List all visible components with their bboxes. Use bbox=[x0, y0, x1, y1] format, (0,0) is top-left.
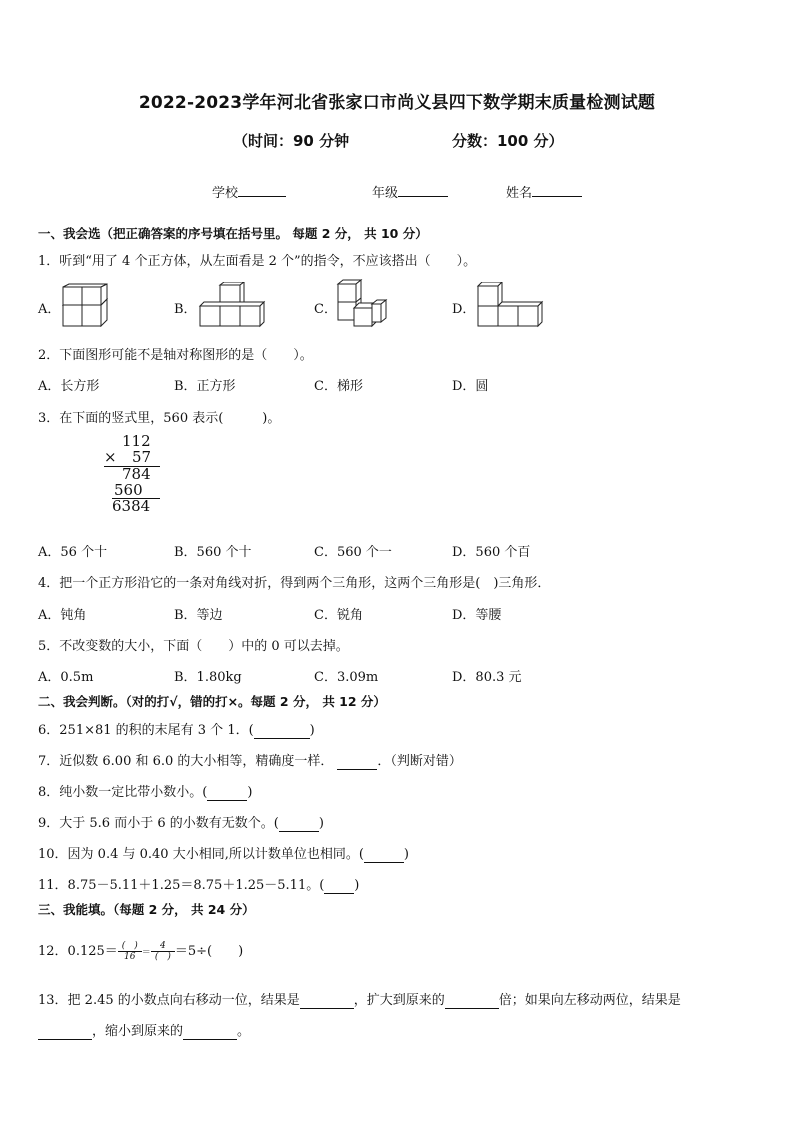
question-11: 11．8.75－5.11＋1.25＝8.75＋1.25－5.11。( ) bbox=[38, 878, 360, 893]
cube-figure-a bbox=[62, 283, 108, 327]
option-a[interactable]: A．56 个十 bbox=[38, 545, 108, 560]
partial-product-1: 784 bbox=[122, 465, 151, 483]
times-sign: × bbox=[104, 448, 117, 466]
answer-blank[interactable] bbox=[337, 754, 377, 770]
page-title: 2022-2023学年河北省张家口市尚义县四下数学期末质量检测试题 bbox=[138, 93, 656, 113]
question-13-line-1: 13．把 2.45 的小数点向右移动一位，结果是 ，扩大到原来的 倍；如果向左移动两位，结果是 bbox=[38, 993, 681, 1008]
option-b[interactable]: B． bbox=[174, 302, 197, 317]
question-8: 8．纯小数一定比带小数小。( ) bbox=[38, 785, 253, 800]
answer-blank[interactable] bbox=[445, 993, 499, 1009]
option-a[interactable]: A．长方形 bbox=[38, 379, 100, 394]
question-4: 4．把一个正方形沿它的一条对角线对折，得到两个三角形，这两个三角形是( )三角形． bbox=[38, 576, 551, 591]
question-9: 9．大于 5.6 而小于 6 的小数有无数个。( ) bbox=[38, 816, 324, 831]
option-c[interactable]: C．梯形 bbox=[314, 379, 363, 394]
question-5: 5．不改变数的大小，下面（ ）中的 0 可以去掉。 bbox=[38, 639, 349, 654]
option-c[interactable]: C．3.09m bbox=[314, 670, 379, 685]
answer-blank[interactable] bbox=[254, 723, 310, 739]
answer-blank[interactable] bbox=[300, 993, 354, 1009]
answer-blank[interactable] bbox=[207, 785, 247, 801]
option-b[interactable]: B．等边 bbox=[174, 608, 223, 623]
option-a[interactable]: A． bbox=[38, 302, 61, 317]
option-d[interactable]: D．560 个百 bbox=[452, 545, 531, 560]
cube-figure-b bbox=[198, 282, 266, 328]
option-d[interactable]: D．80.3 元 bbox=[452, 670, 522, 685]
name-field[interactable]: 姓名 bbox=[506, 182, 582, 201]
section-heading: 一、我会选（把正确答案的序号填在括号里。 每题 2 分， 共 10 分） bbox=[38, 226, 428, 241]
answer-blank[interactable] bbox=[364, 847, 404, 863]
cube-figure-d bbox=[476, 282, 544, 328]
score-label: 分数：100 分） bbox=[452, 132, 564, 150]
option-b[interactable]: B．正方形 bbox=[174, 379, 236, 394]
question-6: 6．251×81 的积的末尾有 3 个 1．( ) bbox=[38, 723, 315, 738]
answer-blank[interactable] bbox=[324, 878, 354, 894]
option-c[interactable]: C．锐角 bbox=[314, 608, 363, 623]
cube-figure-c bbox=[336, 279, 388, 329]
grade-field[interactable]: 年级 bbox=[372, 182, 448, 201]
question-7: 7．近似数 6.00 和 6.0 的大小相等，精确度一样． ．（判断对错） bbox=[38, 754, 462, 769]
question-10: 10．因为 0.4 与 0.40 大小相同,所以计数单位也相同。( ) bbox=[38, 847, 409, 862]
option-a[interactable]: A．钝角 bbox=[38, 608, 87, 623]
school-field[interactable]: 学校 bbox=[212, 182, 286, 201]
section-heading: 三、我能填。（每题 2 分， 共 24 分） bbox=[38, 902, 255, 917]
option-c[interactable]: C．560 个一 bbox=[314, 545, 392, 560]
partial-product-2: 560 bbox=[114, 481, 143, 499]
multiplier: 57 bbox=[132, 448, 152, 466]
question-13-line-2: ，缩小到原来的 。 bbox=[38, 1020, 250, 1040]
answer-blank[interactable] bbox=[279, 816, 319, 832]
question-3: 3．在下面的竖式里，560 表示( )。 bbox=[38, 411, 281, 426]
fraction-2[interactable]: $\frac{4}{( )}$ bbox=[151, 941, 175, 962]
product: 6384 bbox=[112, 497, 151, 515]
option-a[interactable]: A．0.5m bbox=[38, 670, 94, 685]
option-c[interactable]: C． bbox=[314, 302, 337, 317]
answer-blank[interactable] bbox=[38, 1024, 92, 1040]
option-d[interactable]: D． bbox=[452, 302, 476, 317]
option-b[interactable]: B．1.80kg bbox=[174, 670, 242, 685]
question-1: 1．听到“用了 4 个正方体，从左面看是 2 个”的指令，不应该搭出（ ）。 bbox=[38, 254, 477, 269]
question-2: 2．下面图形可能不是轴对称图形的是（ ）。 bbox=[38, 348, 313, 363]
option-d[interactable]: D．圆 bbox=[452, 379, 489, 394]
option-b[interactable]: B．560 个十 bbox=[174, 545, 252, 560]
fraction-1[interactable]: $\frac{( )}{16}$ bbox=[118, 941, 142, 962]
section-heading: 二、我会判断。（对的打√，错的打×。每题 2 分， 共 12 分） bbox=[38, 694, 386, 709]
multiplicand: 112 bbox=[122, 432, 151, 450]
answer-blank[interactable] bbox=[183, 1024, 237, 1040]
time-label: （时间：90 分钟 bbox=[233, 132, 350, 150]
option-d[interactable]: D．等腰 bbox=[452, 608, 502, 623]
question-12: 12．0.125＝ $\frac{( )}{16}$ ＝ $\frac{4}{( )}$ ＝5÷( ) bbox=[38, 941, 244, 962]
